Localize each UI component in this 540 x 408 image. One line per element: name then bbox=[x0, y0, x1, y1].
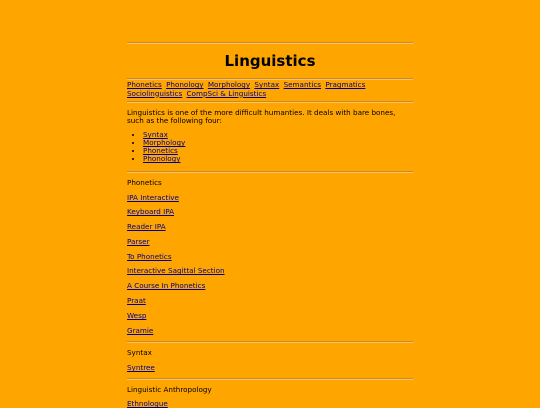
nav-link-morphology[interactable]: Morphology bbox=[207, 80, 251, 89]
link-parser[interactable]: Parser bbox=[127, 237, 150, 246]
nav-link-syntax[interactable]: Syntax bbox=[254, 80, 280, 89]
list-item bbox=[143, 139, 413, 147]
link-wesp[interactable]: Wesp bbox=[127, 311, 147, 320]
divider bbox=[127, 341, 413, 343]
page-title: Linguistics bbox=[224, 52, 316, 70]
nav-link-phonetics[interactable]: Phonetics bbox=[127, 80, 162, 89]
branch-link-morphology[interactable]: Morphology bbox=[143, 138, 186, 147]
nav-links bbox=[127, 81, 413, 98]
divider bbox=[127, 101, 413, 103]
section-heading-syntax: Syntax bbox=[127, 348, 152, 357]
link-interactive-sagittal-section[interactable]: Interactive Sagittal Section bbox=[127, 266, 225, 275]
nav-link-pragmatics[interactable]: Pragmatics bbox=[325, 80, 366, 89]
link-praat[interactable]: Praat bbox=[127, 296, 146, 305]
branch-list bbox=[127, 131, 413, 163]
link-ipa-interactive[interactable]: IPA Interactive bbox=[127, 193, 179, 202]
link-keyboard-ipa[interactable]: Keyboard IPA bbox=[127, 207, 174, 216]
nav-link-sociolinguistics[interactable]: Sociolinguistics bbox=[127, 88, 183, 98]
section-heading-phonetics: Phonetics bbox=[127, 178, 162, 187]
link-ethnologue[interactable]: Ethnologue bbox=[127, 399, 168, 408]
link-a-course-in-phonetics[interactable]: A Course In Phonetics bbox=[127, 281, 206, 290]
branch-link-phonetics[interactable]: Phonetics bbox=[143, 146, 178, 155]
divider bbox=[127, 42, 413, 44]
list-item bbox=[143, 147, 413, 155]
nav-link-semantics[interactable]: Semantics bbox=[283, 80, 322, 89]
link-gramie[interactable]: Gramie bbox=[127, 326, 154, 335]
divider bbox=[127, 171, 413, 173]
divider bbox=[127, 378, 413, 380]
intro-paragraph: Linguistics is one of the more difficult humanties. It deals with bare bones, such as the following four: bbox=[127, 108, 396, 125]
nav-link-phonology[interactable]: Phonology bbox=[166, 80, 204, 89]
list-item bbox=[143, 155, 413, 163]
link-reader-ipa[interactable]: Reader IPA bbox=[127, 222, 166, 231]
link-syntree[interactable]: Syntree bbox=[127, 363, 155, 372]
branch-link-phonology[interactable]: Phonology bbox=[143, 154, 181, 163]
section-heading-linguistic-anthropology: Linguistic Anthropology bbox=[127, 385, 212, 394]
branch-link-syntax[interactable]: Syntax bbox=[143, 130, 168, 139]
link-to-phonetics[interactable]: To Phonetics bbox=[127, 252, 172, 261]
nav-link-compsci-linguistics[interactable]: CompSci & Linguistics bbox=[186, 88, 267, 98]
